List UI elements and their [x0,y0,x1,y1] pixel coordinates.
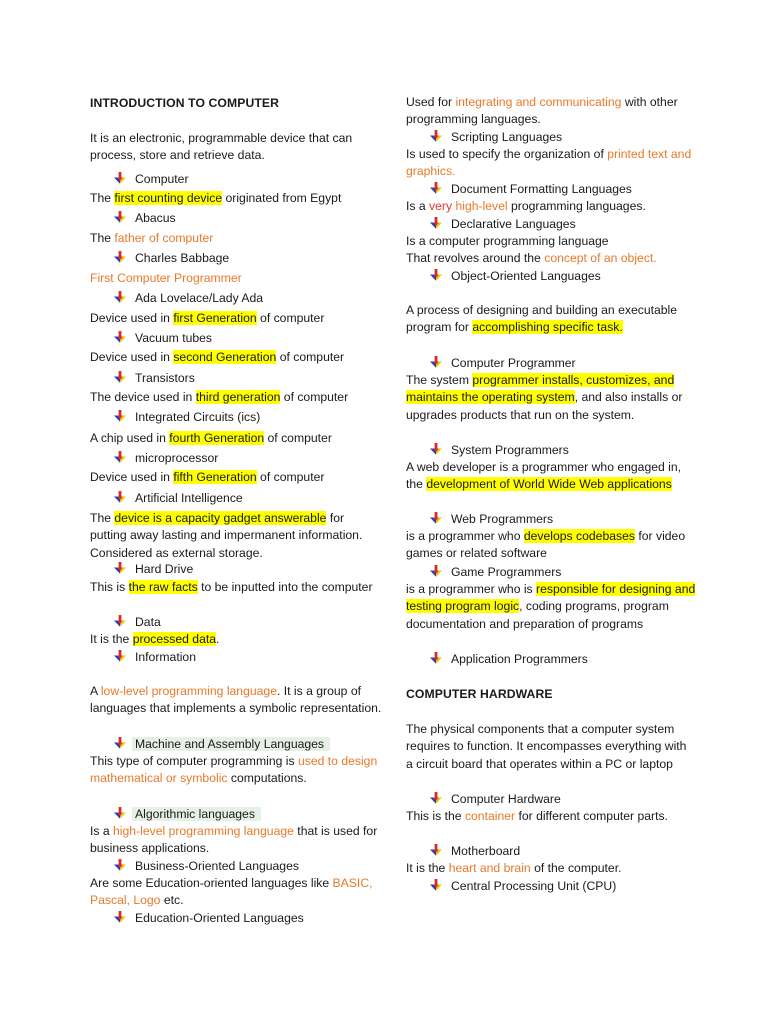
down-arrow-bullet-icon [114,650,126,667]
colored-text: First Computer Programmer [90,271,242,285]
colored-text: printed text and graphics. [406,147,692,179]
colored-text: very [429,199,453,213]
text-run: of computer [256,311,325,325]
bullet-item [114,649,196,667]
colored-text: integrating and communicating [455,95,622,109]
bullet-label: Central Processing Unit (CPU) [451,879,617,893]
paragraph [90,430,382,447]
highlighted-text: device is a capacity gadget answerable [114,511,327,525]
paragraph [90,823,382,858]
text-run: The [90,231,115,245]
paragraph [406,459,696,494]
down-arrow-bullet-icon [430,130,442,147]
bullet-label: microprocessor [135,451,219,465]
text-run: Is used to specify the organization of [406,147,608,161]
paragraph [90,469,382,486]
bullet-label: Integrated Circuits (ics) [135,410,261,424]
colored-text: high-level [455,199,508,213]
down-arrow-bullet-icon [114,211,126,228]
down-arrow-bullet-icon [430,356,442,373]
text-run: It is the [90,632,133,646]
text-run: The system [406,373,473,387]
bullet-label: Ada Lovelace/Lady Ada [135,291,264,305]
bullet-label: Web Programmers [451,512,554,526]
text-run: for different computer parts. [515,809,668,823]
paragraph [406,198,696,215]
bullet-item [114,250,229,268]
down-arrow-bullet-icon [114,331,126,348]
bullet-label: Application Programmers [451,652,588,666]
paragraph [90,875,382,910]
highlighted-text: accomplishing specific task. [472,320,623,335]
text-run: Is a computer programming language [406,234,609,248]
bullet-label: Data [135,615,161,629]
bullet-item [114,910,304,928]
paragraph [406,860,696,877]
text-run: It is the [406,861,449,875]
text-run: The [90,191,115,205]
down-arrow-bullet-icon [430,217,442,234]
colored-text: container [464,809,516,823]
down-arrow-bullet-icon [430,879,442,896]
highlighted-text: fourth Generation [169,431,265,445]
bullet-item [114,330,212,348]
highlighted-text: development of World Wide Web applications [426,477,672,492]
down-arrow-bullet-icon [114,172,126,189]
text-run: A web developer is a programmer who engaged in, the [406,460,682,492]
text-run: Device used in [90,470,174,484]
section-heading-introduction: INTRODUCTION TO COMPUTER [90,96,280,110]
section-heading: COMPUTER HARDWARE [406,687,553,701]
text-run: for video games or related software [406,529,686,561]
down-arrow-bullet-icon [430,652,442,669]
text-run: to be inputted into the computer [197,580,373,594]
text-run: This type of computer programming is [90,754,298,768]
bullet-label: Algorithmic languages [132,807,261,821]
bullet-label: Game Programmers [451,565,562,579]
paragraph [406,233,696,250]
bullet-label: Abacus [135,211,176,225]
bullet-item [114,561,193,579]
paragraph [406,250,696,267]
text-run: The [90,511,115,525]
highlighted-text: first counting device [114,191,223,205]
paragraph [90,130,382,165]
text-run: of computer [276,350,345,364]
paragraph [90,683,382,718]
text-run: , coding programs, program documentation and preparation of programs [406,599,669,631]
bullet-item [430,442,569,460]
bullet-label: Business-Oriented Languages [135,859,299,873]
paragraph [90,349,382,366]
highlighted-text: processed data [132,632,217,646]
bullet-item [430,268,601,286]
bullet-item [114,736,330,754]
text-run: etc. [160,893,184,908]
text-run: Is a [90,824,114,838]
paragraph [406,372,696,424]
text-run: It is an electronic, programmable device that can process, store and retrieve data. [90,131,353,163]
bullet-label: Declarative Languages [451,217,576,231]
bullet-item [430,878,616,896]
down-arrow-bullet-icon [114,859,126,876]
paragraph [406,721,696,773]
down-arrow-bullet-icon [114,615,126,632]
paragraph [90,631,382,648]
highlighted-text: third generation [195,390,281,404]
down-arrow-bullet-icon [114,251,126,268]
bullet-item [430,791,561,809]
highlighted-text: the raw facts [128,580,198,594]
bullet-item [114,490,243,508]
bullet-label: Computer Hardware [451,792,561,806]
bullet-item [114,409,260,427]
down-arrow-bullet-icon [114,410,126,427]
down-arrow-bullet-icon [430,844,442,861]
down-arrow-bullet-icon [430,182,442,199]
bullet-item [114,450,218,468]
colored-text: father of computer [114,231,214,245]
down-arrow-bullet-icon [114,911,126,928]
paragraph [90,310,382,327]
bullet-item [114,290,263,308]
bullet-item [430,355,576,373]
bullet-label: Hard Drive [135,562,194,576]
bullet-item [430,181,632,199]
bullet-item [114,370,195,388]
bullet-item [114,806,261,824]
bullet-label: Computer Programmer [451,356,576,370]
bullet-label: Information [135,650,196,664]
paragraph [90,579,382,596]
down-arrow-bullet-icon [114,291,126,308]
down-arrow-bullet-icon [114,371,126,388]
bullet-item [114,858,299,876]
text-run: Used for [406,95,456,109]
text-run: A [90,684,101,698]
highlighted-text: responsible for designing and testing program logic [406,582,696,614]
down-arrow-bullet-icon [430,565,442,582]
bullet-item [114,210,176,228]
text-run: of the computer. [530,861,622,875]
colored-text: used to design mathematical or symbolic [90,754,378,786]
text-run: That revolves around the [406,251,545,265]
bullet-label: Vacuum tubes [135,331,213,345]
text-run: , and also installs or upgrades products that run on the system. [406,390,683,422]
highlighted-text: develops codebases [523,529,635,543]
down-arrow-bullet-icon [114,562,126,579]
paragraph [406,302,696,337]
colored-text: low-level programming language [100,684,277,698]
highlighted-text: first Generation [173,311,257,325]
highlighted-text: second Generation [173,350,277,364]
text-run: is a programmer who [406,529,524,543]
paragraph [90,270,382,287]
text-run: of computer [256,470,325,484]
paragraph [406,808,696,825]
text-run: . [216,632,220,646]
text-run: A chip used in [90,431,170,445]
text-run: Device used in [90,311,174,325]
down-arrow-bullet-icon [430,512,442,529]
paragraph [90,230,382,247]
bullet-label: Education-Oriented Languages [135,911,304,925]
bullet-item [430,651,588,669]
down-arrow-bullet-icon [114,491,126,508]
text-run: is a programmer who is [406,582,537,596]
text-run: . It is a group of languages that implements a symbolic representation. [90,684,382,716]
text-run: Device used in [90,350,174,364]
bullet-label: System Programmers [451,443,569,457]
bullet-label: Charles Babbage [135,251,230,265]
colored-text: concept of an object. [544,251,657,265]
text-run: programming languages. [507,199,646,213]
text-run: computations. [227,771,307,786]
paragraph [406,581,696,633]
bullet-label: Motherboard [451,844,521,858]
text-run: of computer [264,431,332,445]
bullet-item [430,216,576,234]
bullet-label: Object-Oriented Languages [451,269,601,283]
text-run: originated from Egypt [222,191,342,205]
down-arrow-bullet-icon [430,443,442,460]
text-run: This is the [406,809,465,823]
text-run: for putting away lasting and impermanent information. Considered as external storage. [90,511,363,560]
text-run: A process of designing and building an executable program for [406,303,678,335]
text-run: Is a [406,199,430,213]
colored-text: BASIC, Pascal, Logo [90,876,373,908]
text-run: The device used in [90,390,196,404]
down-arrow-bullet-icon [114,807,126,824]
paragraph [90,753,382,788]
paragraph [90,190,382,207]
down-arrow-bullet-icon [430,792,442,809]
bullet-item [114,614,161,632]
text-run: This is [90,580,129,594]
paragraph [406,146,696,181]
bullet-item [114,171,189,189]
text-run: Are some Education-oriented languages like [90,876,333,890]
down-arrow-bullet-icon [114,451,126,468]
bullet-label: Document Formatting Languages [451,182,632,196]
highlighted-text: fifth Generation [173,470,257,484]
text-run: of computer [280,390,349,404]
bullet-item [430,511,553,529]
down-arrow-bullet-icon [114,737,126,754]
paragraph [90,510,382,562]
bullet-item [430,843,520,861]
bullet-label: Computer [135,172,189,186]
colored-text: heart and brain [448,861,531,875]
bullet-label: Machine and Assembly Languages [132,737,330,751]
bullet-item [430,129,562,147]
text-run: that is used for business applications. [90,824,378,856]
text-run: The physical components that a computer system requires to function. It encompasses everything with a circuit board that operates within a PC or laptop [406,722,687,771]
highlighted-text: programmer installs, customizes, and maintains the operating system [406,373,675,405]
paragraph [406,528,696,563]
down-arrow-bullet-icon [430,269,442,286]
paragraph [406,94,696,129]
bullet-label: Artificial Intelligence [135,491,243,505]
bullet-label: Scripting Languages [451,130,563,144]
bullet-item [430,564,561,582]
paragraph [90,389,382,406]
bullet-label: Transistors [135,371,195,385]
colored-text: high-level programming language [113,824,294,838]
text-run: with other programming languages. [406,95,678,127]
